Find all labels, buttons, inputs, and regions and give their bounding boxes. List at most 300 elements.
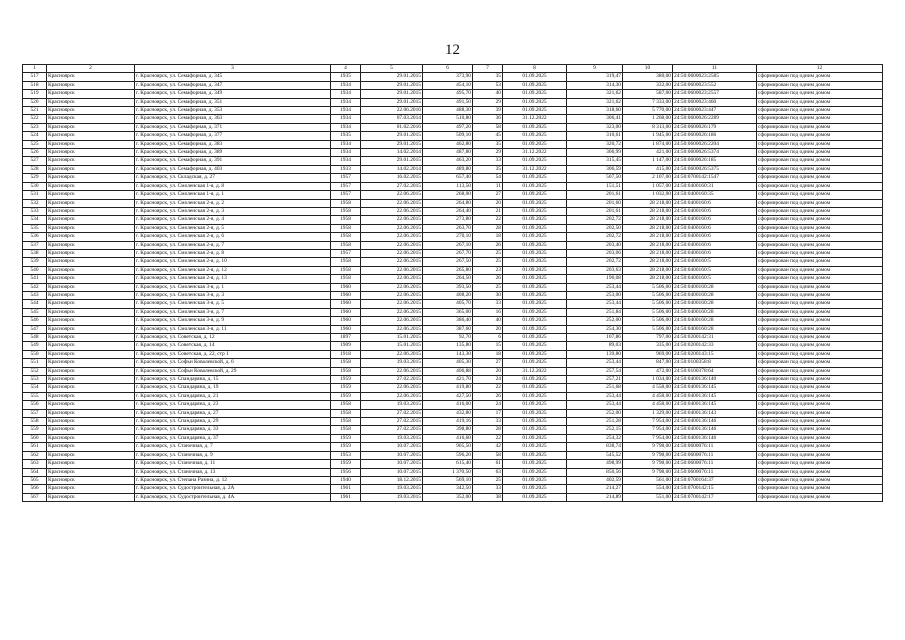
cell-residents: 28 bbox=[473, 224, 503, 232]
cell-land-area: 5 506,00 bbox=[623, 291, 673, 299]
cell-date: 01.09.2025 bbox=[503, 191, 567, 199]
cell-residents: 26 bbox=[473, 275, 503, 283]
cell-row-number: 542 bbox=[23, 283, 47, 291]
cell-address: г. Красноярск, ул. Станочная, д. 9 bbox=[135, 451, 331, 459]
cell-row-number: 543 bbox=[23, 291, 47, 299]
cell-date: 22.06.2015 bbox=[361, 233, 423, 241]
cell-area: 393,50 bbox=[423, 283, 473, 291]
cell-land-status: сформирован под одним домом bbox=[757, 140, 883, 148]
table-row bbox=[23, 98, 883, 106]
cell-row-number: 528 bbox=[23, 165, 47, 173]
cell-residents: 28 bbox=[473, 426, 503, 434]
cell-date: 01.09.2025 bbox=[503, 123, 567, 131]
cell-land-status: сформирован под одним домом bbox=[757, 376, 883, 384]
cell-land-area: 1 874,00 bbox=[623, 140, 673, 148]
cell-address: г. Красноярск, ул. Софьи Ковалевской, д. 6 bbox=[135, 359, 331, 367]
cell-date: 01.09.2025 bbox=[503, 350, 567, 358]
cell-cadastral-number: 24:50:0600023:2557 bbox=[673, 90, 757, 98]
cell-area: 491,50 bbox=[423, 98, 473, 106]
table-row bbox=[23, 418, 883, 426]
cell-value: 89,03 bbox=[567, 342, 623, 350]
cell-date: 10.07.2015 bbox=[361, 460, 423, 468]
cell-address: г. Красноярск, ул. Семафорная, д. 353 bbox=[135, 107, 331, 115]
cell-date: 01.09.2025 bbox=[503, 418, 567, 426]
cell-cadastral-number: 24:50:0400160:6 bbox=[673, 216, 757, 224]
cell-land-area: 1 147,00 bbox=[623, 157, 673, 165]
cell-city: Красноярск bbox=[47, 300, 135, 308]
cell-land-area: 4 458,00 bbox=[623, 392, 673, 400]
cell-residents: 22 bbox=[473, 216, 503, 224]
cell-land-status: сформирован под одним домом bbox=[757, 275, 883, 283]
cell-date: 01.09.2025 bbox=[503, 98, 567, 106]
cell-land-area: 969,00 bbox=[623, 350, 673, 358]
cell-land-status: сформирован под одним домом bbox=[757, 115, 883, 123]
cell-cadastral-number: 24:50:0400136:143 bbox=[673, 409, 757, 417]
cell-date: 29.01.2015 bbox=[361, 140, 423, 148]
table-row bbox=[23, 359, 883, 367]
cell-value: 321,62 bbox=[567, 90, 623, 98]
cell-land-status: сформирован под одним домом bbox=[757, 81, 883, 89]
cell-year-built: 1958 bbox=[331, 359, 361, 367]
cell-land-status: сформирован под одним домом bbox=[757, 493, 883, 501]
cell-row-number: 567 bbox=[23, 493, 47, 501]
cell-year-built: 1897 bbox=[331, 334, 361, 342]
cell-year-built: 1959 bbox=[331, 384, 361, 392]
cell-residents: 35 bbox=[473, 140, 503, 148]
cell-year-built: 1909 bbox=[331, 342, 361, 350]
cell-row-number: 520 bbox=[23, 98, 47, 106]
cell-area: 398,80 bbox=[423, 426, 473, 434]
cell-land-status: сформирован под одним домом bbox=[757, 476, 883, 484]
cell-address: г. Красноярск, ул. Спандаряна, д. 27 bbox=[135, 409, 331, 417]
cell-year-built: 1958 bbox=[331, 258, 361, 266]
housing-table bbox=[22, 64, 883, 502]
cell-address: г. Красноярск, ул. Советская, д. 22, стр 1 bbox=[135, 350, 331, 358]
table-row bbox=[23, 266, 883, 274]
cell-year-built: 1958 bbox=[331, 409, 361, 417]
cell-city: Красноярск bbox=[47, 115, 135, 123]
cell-area: 268,00 bbox=[423, 191, 473, 199]
cell-date: 10.07.2015 bbox=[361, 468, 423, 476]
cell-residents: 24 bbox=[473, 376, 503, 384]
cell-land-status: сформирован под одним домом bbox=[757, 342, 883, 350]
cell-land-status: сформирован под одним домом bbox=[757, 98, 883, 106]
cell-cadastral-number: 24:50:0400160:35 bbox=[673, 191, 757, 199]
cell-row-number: 566 bbox=[23, 485, 47, 493]
cell-land-status: сформирован под одним домом bbox=[757, 409, 883, 417]
cell-value: 306,99 bbox=[567, 149, 623, 157]
cell-cadastral-number: 24:50:0600023:460 bbox=[673, 98, 757, 106]
table-row bbox=[23, 233, 883, 241]
cell-city: Красноярск bbox=[47, 233, 135, 241]
cell-land-status: сформирован под одним домом bbox=[757, 123, 883, 131]
cell-date: 22.06.2015 bbox=[361, 308, 423, 316]
cell-date: 01.09.2025 bbox=[503, 476, 567, 484]
cell-land-area: 1 329,00 bbox=[623, 409, 673, 417]
cell-address: г. Красноярск, ул. Смоленская 2-я, д. 13 bbox=[135, 275, 331, 283]
cell-land-status: сформирован под одним домом bbox=[757, 460, 883, 468]
cell-row-number: 532 bbox=[23, 199, 47, 207]
cell-address: г. Красноярск, ул. Спандаряна, д. 33 bbox=[135, 426, 331, 434]
cell-row-number: 550 bbox=[23, 350, 47, 358]
cell-year-built: 1958 bbox=[331, 216, 361, 224]
cell-area: 270,10 bbox=[423, 233, 473, 241]
cell-city: Красноярск bbox=[47, 73, 135, 81]
cell-value: 320,72 bbox=[567, 140, 623, 148]
cell-area: 135,80 bbox=[423, 342, 473, 350]
cell-year-built: 1934 bbox=[331, 81, 361, 89]
cell-year-built: 1934 bbox=[331, 107, 361, 115]
cell-cadastral-number: 24:50:0600023:447 bbox=[673, 107, 757, 115]
cell-year-built: 1958 bbox=[331, 207, 361, 215]
page-number: 12 bbox=[445, 42, 460, 58]
cell-date: 29.01.2015 bbox=[361, 81, 423, 89]
cell-land-status: сформирован под одним домом bbox=[757, 359, 883, 367]
cell-date: 19.03.2015 bbox=[361, 359, 423, 367]
cell-cadastral-number: 24:50:0400136:140 bbox=[673, 376, 757, 384]
cell-residents: 29 bbox=[473, 98, 503, 106]
cell-year-built: 1934 bbox=[331, 140, 361, 148]
table-row bbox=[23, 367, 883, 375]
cell-value: 253,00 bbox=[567, 291, 623, 299]
table-row bbox=[23, 443, 883, 451]
cell-land-area: 28 218,00 bbox=[623, 233, 673, 241]
column-header: 11 bbox=[673, 65, 757, 73]
cell-row-number: 540 bbox=[23, 266, 47, 274]
cell-date: 27.02.2015 bbox=[361, 376, 423, 384]
cell-date: 22.06.2015 bbox=[361, 191, 423, 199]
cell-land-area: 1 945,00 bbox=[623, 132, 673, 140]
cell-area: 92,70 bbox=[423, 334, 473, 342]
cell-city: Красноярск bbox=[47, 334, 135, 342]
cell-date: 22.06.2015 bbox=[361, 325, 423, 333]
cell-date: 22.06.2015 bbox=[361, 224, 423, 232]
cell-row-number: 529 bbox=[23, 174, 47, 182]
cell-city: Красноярск bbox=[47, 249, 135, 257]
cell-year-built: 1958 bbox=[331, 418, 361, 426]
cell-row-number: 538 bbox=[23, 249, 47, 257]
cell-value: 838,74 bbox=[567, 443, 623, 451]
cell-year-built: 1934 bbox=[331, 123, 361, 131]
cell-date: 22.06.2015 bbox=[361, 216, 423, 224]
cell-row-number: 530 bbox=[23, 182, 47, 190]
cell-year-built: 1958 bbox=[331, 367, 361, 375]
cell-city: Красноярск bbox=[47, 241, 135, 249]
table-row bbox=[23, 317, 883, 325]
cell-date: 22.06.2015 bbox=[361, 249, 423, 257]
cell-date: 15.01.2015 bbox=[361, 334, 423, 342]
table-row bbox=[23, 476, 883, 484]
cell-land-status: сформирован под одним домом bbox=[757, 317, 883, 325]
cell-date: 19.03.2015 bbox=[361, 485, 423, 493]
cell-date: 22.06.2015 bbox=[361, 350, 423, 358]
cell-date: 01.09.2025 bbox=[503, 241, 567, 249]
cell-value: 253,44 bbox=[567, 392, 623, 400]
cell-cadastral-number: 24:50:0700142:17 bbox=[673, 493, 757, 501]
cell-cadastral-number: 24:50:0400160:5 bbox=[673, 266, 757, 274]
cell-address: г. Красноярск, ул. Семафорная, д. 363 bbox=[135, 115, 331, 123]
table-row bbox=[23, 157, 883, 165]
cell-area: 373,90 bbox=[423, 73, 473, 81]
cell-area: 386,40 bbox=[423, 317, 473, 325]
column-header: 4 bbox=[331, 65, 361, 73]
cell-date: 22.06.2015 bbox=[361, 300, 423, 308]
cell-land-area: 847,00 bbox=[623, 359, 673, 367]
column-header: 9 bbox=[567, 65, 623, 73]
cell-year-built: 1960 bbox=[331, 291, 361, 299]
column-header: 3 bbox=[135, 65, 331, 73]
cell-address: г. Красноярск, ул. Спандаряна, д. 29 bbox=[135, 418, 331, 426]
cell-year-built: 1957 bbox=[331, 174, 361, 182]
table-row bbox=[23, 325, 883, 333]
cell-land-area: 28 218,00 bbox=[623, 275, 673, 283]
cell-land-area: 28 218,00 bbox=[623, 241, 673, 249]
cell-area: 264,80 bbox=[423, 199, 473, 207]
cell-cadastral-number: 24:50:0400136:145 bbox=[673, 392, 757, 400]
cell-year-built: 1958 bbox=[331, 241, 361, 249]
cell-area: 408,20 bbox=[423, 291, 473, 299]
cell-value: 252,00 bbox=[567, 317, 623, 325]
cell-cadastral-number: 24:50:0600076:11 bbox=[673, 443, 757, 451]
cell-row-number: 559 bbox=[23, 426, 47, 434]
cell-address: г. Красноярск, ул. Смоленская 2-я, д. 12 bbox=[135, 266, 331, 274]
cell-residents: 24 bbox=[473, 401, 503, 409]
cell-value: 257,21 bbox=[567, 376, 623, 384]
cell-date: 01.09.2025 bbox=[503, 233, 567, 241]
cell-year-built: 1961 bbox=[331, 485, 361, 493]
cell-city: Красноярск bbox=[47, 317, 135, 325]
table-row bbox=[23, 342, 883, 350]
cell-date: 19.03.2015 bbox=[361, 401, 423, 409]
cell-area: 1 370,50 bbox=[423, 468, 473, 476]
cell-area: 416,00 bbox=[423, 401, 473, 409]
cell-land-status: сформирован под одним домом bbox=[757, 207, 883, 215]
cell-residents: 22 bbox=[473, 434, 503, 442]
table-row bbox=[23, 426, 883, 434]
cell-value: 310,61 bbox=[567, 132, 623, 140]
cell-value: 251,68 bbox=[567, 384, 623, 392]
cell-land-area: 554,00 bbox=[623, 485, 673, 493]
cell-area: 352,00 bbox=[423, 493, 473, 501]
table-row bbox=[23, 493, 883, 501]
cell-land-area: 1 268,00 bbox=[623, 115, 673, 123]
cell-address: г. Красноярск, ул. Спандаряна, д. 23 bbox=[135, 401, 331, 409]
cell-value: 251,84 bbox=[567, 308, 623, 316]
cell-address: г. Красноярск, ул. Станочная, д. 7 bbox=[135, 443, 331, 451]
cell-land-status: сформирован под одним домом bbox=[757, 350, 883, 358]
cell-city: Красноярск bbox=[47, 401, 135, 409]
cell-land-status: сформирован под одним домом bbox=[757, 132, 883, 140]
cell-area: 488,30 bbox=[423, 107, 473, 115]
cell-row-number: 522 bbox=[23, 115, 47, 123]
cell-date: 27.02.2015 bbox=[361, 182, 423, 190]
cell-row-number: 539 bbox=[23, 258, 47, 266]
cell-address: г. Красноярск, ул. Смоленская 2-я, д. 4 bbox=[135, 216, 331, 224]
cell-date: 01.09.2025 bbox=[503, 376, 567, 384]
cell-year-built: 1958 bbox=[331, 275, 361, 283]
cell-date: 01.09.2025 bbox=[503, 283, 567, 291]
column-header: 6 bbox=[423, 65, 473, 73]
cell-cadastral-number: 24:50:0600026:179 bbox=[673, 123, 757, 131]
cell-year-built: 1959 bbox=[331, 434, 361, 442]
cell-address: г. Красноярск, ул. Советская, д. 12 bbox=[135, 334, 331, 342]
cell-row-number: 525 bbox=[23, 140, 47, 148]
cell-land-area: 5 770,00 bbox=[623, 107, 673, 115]
cell-city: Красноярск bbox=[47, 216, 135, 224]
cell-residents: 15 bbox=[473, 342, 503, 350]
cell-residents: 33 bbox=[473, 485, 503, 493]
cell-cadastral-number: 24:50:0400136:145 bbox=[673, 384, 757, 392]
column-header: 12 bbox=[757, 65, 883, 73]
cell-date: 22.06.2015 bbox=[361, 384, 423, 392]
table-row bbox=[23, 468, 883, 476]
table-row bbox=[23, 401, 883, 409]
cell-value: 402,59 bbox=[567, 476, 623, 484]
cell-date: 01.09.2025 bbox=[503, 451, 567, 459]
cell-cadastral-number: 24:50:0600026:185 bbox=[673, 157, 757, 165]
cell-year-built: 1958 bbox=[331, 426, 361, 434]
cell-land-area: 28 218,00 bbox=[623, 207, 673, 215]
cell-land-area: 1 034,00 bbox=[623, 376, 673, 384]
cell-city: Красноярск bbox=[47, 325, 135, 333]
cell-date: 01.09.2025 bbox=[503, 468, 567, 476]
cell-residents: 25 bbox=[473, 249, 503, 257]
cell-area: 657,40 bbox=[423, 174, 473, 182]
cell-land-status: сформирован под одним домом bbox=[757, 107, 883, 115]
cell-cadastral-number: 24:50:0100358:8 bbox=[673, 359, 757, 367]
cell-area: 273,80 bbox=[423, 216, 473, 224]
cell-date: 01.09.2025 bbox=[503, 275, 567, 283]
column-header: 8 bbox=[503, 65, 567, 73]
cell-cadastral-number: 24:50:0600026:2204 bbox=[673, 140, 757, 148]
cell-date: 01.09.2025 bbox=[503, 300, 567, 308]
cell-date: 29.01.2015 bbox=[361, 157, 423, 165]
cell-city: Красноярск bbox=[47, 90, 135, 98]
cell-residents: 20 bbox=[473, 325, 503, 333]
cell-residents: 53 bbox=[473, 81, 503, 89]
cell-cadastral-number: 24:50:0400160:6 bbox=[673, 241, 757, 249]
cell-cadastral-number: 24:50:0400136:146 bbox=[673, 426, 757, 434]
cell-area: 432,80 bbox=[423, 409, 473, 417]
cell-area: 387,60 bbox=[423, 325, 473, 333]
cell-row-number: 551 bbox=[23, 359, 47, 367]
cell-land-area: 28 218,00 bbox=[623, 216, 673, 224]
cell-address: г. Красноярск, ул. Спандаряна, д. 37 bbox=[135, 434, 331, 442]
cell-value: 254,32 bbox=[567, 434, 623, 442]
cell-address: г. Красноярск, ул. Судостроительная, д. 2А bbox=[135, 485, 331, 493]
cell-row-number: 535 bbox=[23, 224, 47, 232]
cell-row-number: 533 bbox=[23, 207, 47, 215]
cell-date: 14.02.2014 bbox=[361, 149, 423, 157]
cell-area: 267,70 bbox=[423, 249, 473, 257]
cell-residents: 40 bbox=[473, 317, 503, 325]
cell-land-area: 380,00 bbox=[623, 73, 673, 81]
table-row bbox=[23, 300, 883, 308]
cell-city: Красноярск bbox=[47, 359, 135, 367]
cell-value: 203,06 bbox=[567, 249, 623, 257]
cell-row-number: 556 bbox=[23, 401, 47, 409]
table-row bbox=[23, 291, 883, 299]
table-row bbox=[23, 376, 883, 384]
cell-land-area: 551,00 bbox=[623, 493, 673, 501]
cell-address: г. Красноярск, ул. Смоленская 3-я, д. 1 bbox=[135, 283, 331, 291]
cell-date: 01.09.2025 bbox=[503, 81, 567, 89]
cell-cadastral-number: 24:50:0400160:6 bbox=[673, 233, 757, 241]
cell-address: г. Красноярск, ул. Смоленская 3-я, д. 3 bbox=[135, 291, 331, 299]
cell-land-status: сформирован под одним домом bbox=[757, 401, 883, 409]
cell-date: 01.09.2025 bbox=[503, 107, 567, 115]
table-row bbox=[23, 174, 883, 182]
cell-row-number: 537 bbox=[23, 241, 47, 249]
cell-city: Красноярск bbox=[47, 123, 135, 131]
cell-residents: 27 bbox=[473, 191, 503, 199]
cell-residents: 35 bbox=[473, 73, 503, 81]
cell-land-area: 1 057,00 bbox=[623, 182, 673, 190]
cell-date: 01.09.2025 bbox=[503, 199, 567, 207]
cell-land-area: 28 218,00 bbox=[623, 266, 673, 274]
cell-area: 427,50 bbox=[423, 392, 473, 400]
cell-address: г. Красноярск, ул. Смоленская 2-я, д. 10 bbox=[135, 258, 331, 266]
cell-land-area: 4 558,00 bbox=[623, 384, 673, 392]
cell-address: г. Красноярск, ул. Смоленская 2-я, д. 6 bbox=[135, 233, 331, 241]
cell-cadastral-number: 24:50:0400160:6 bbox=[673, 249, 757, 257]
cell-area: 143,30 bbox=[423, 350, 473, 358]
cell-row-number: 521 bbox=[23, 107, 47, 115]
cell-value: 202,72 bbox=[567, 216, 623, 224]
cell-address: г. Красноярск, ул. Складская, д. 27 bbox=[135, 174, 331, 182]
cell-date: 01.09.2025 bbox=[503, 434, 567, 442]
cell-year-built: 1959 bbox=[331, 392, 361, 400]
cell-value: 498,99 bbox=[567, 460, 623, 468]
cell-land-area: 28 218,00 bbox=[623, 258, 673, 266]
cell-area: 406,88 bbox=[423, 367, 473, 375]
cell-area: 405,30 bbox=[423, 359, 473, 367]
table-row bbox=[23, 460, 883, 468]
cell-area: 113,50 bbox=[423, 182, 473, 190]
cell-cadastral-number: 24:50:0400160:31 bbox=[673, 182, 757, 190]
cell-city: Красноярск bbox=[47, 350, 135, 358]
cell-date: 19.03.2015 bbox=[361, 434, 423, 442]
cell-value: 321,62 bbox=[567, 98, 623, 106]
cell-city: Красноярск bbox=[47, 165, 135, 173]
cell-area: 905,50 bbox=[423, 443, 473, 451]
cell-value: 151,51 bbox=[567, 182, 623, 190]
table-row bbox=[23, 115, 883, 123]
cell-address: г. Красноярск, ул. Смоленская 3-я, д. 11 bbox=[135, 325, 331, 333]
table-row bbox=[23, 434, 883, 442]
cell-row-number: 547 bbox=[23, 325, 47, 333]
cell-year-built: 1957 bbox=[331, 182, 361, 190]
cell-residents: 25 bbox=[473, 476, 503, 484]
cell-address: г. Красноярск, ул. Семафорная, д. 377 bbox=[135, 132, 331, 140]
cell-land-status: сформирован под одним домом bbox=[757, 174, 883, 182]
cell-row-number: 557 bbox=[23, 409, 47, 417]
cell-address: г. Красноярск, ул. Смоленская 2-я, д. 2 bbox=[135, 199, 331, 207]
cell-residents: 63 bbox=[473, 468, 503, 476]
cell-city: Красноярск bbox=[47, 468, 135, 476]
cell-land-area: 5 506,00 bbox=[623, 317, 673, 325]
cell-date: 01.09.2025 bbox=[503, 90, 567, 98]
cell-residents: 36 bbox=[473, 115, 503, 123]
cell-date: 22.06.2015 bbox=[361, 199, 423, 207]
cell-cadastral-number: 24:50:0600023:2585 bbox=[673, 73, 757, 81]
cell-date: 22.06.2015 bbox=[361, 317, 423, 325]
cell-city: Красноярск bbox=[47, 132, 135, 140]
cell-value: 202,50 bbox=[567, 224, 623, 232]
cell-date: 14.02.2014 bbox=[361, 165, 423, 173]
cell-residents: 35 bbox=[473, 165, 503, 173]
cell-row-number: 558 bbox=[23, 418, 47, 426]
